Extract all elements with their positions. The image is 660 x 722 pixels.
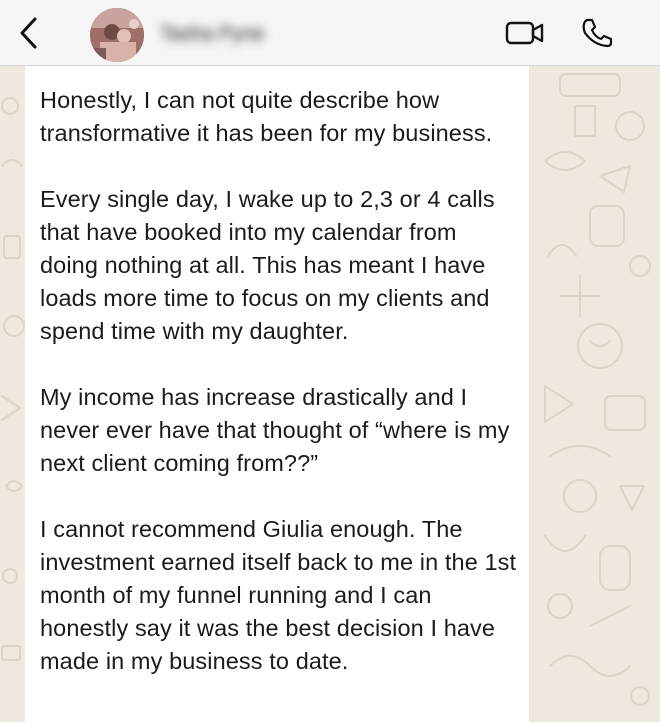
message-paragraph: My income has increase drastically and I never ever have that thought of “where is my next client coming from??” — [40, 384, 510, 476]
avatar[interactable] — [90, 8, 144, 62]
video-camera-icon — [505, 20, 545, 46]
avatar-photo — [90, 8, 144, 62]
contact-name[interactable]: Tasha Pyne — [160, 23, 265, 45]
chevron-left-icon — [17, 16, 39, 50]
voice-call-button[interactable] — [574, 12, 620, 54]
phone-icon — [581, 17, 613, 49]
video-call-button[interactable] — [500, 14, 550, 52]
back-button[interactable] — [8, 10, 48, 56]
message-paragraph: I cannot recommend Giulia enough. The investment earned itself back to me in the 1st month of my funnel running and I can honestly say it was the best decision I have made in my business to date. — [40, 516, 517, 674]
message-paragraph: Honestly, I can not quite describe how transformative it has been for my business. — [40, 87, 493, 146]
chat-header — [0, 0, 660, 66]
message-bubble[interactable] — [25, 66, 529, 722]
message-paragraph: Every single day, I wake up to 2,3 or 4 calls that have booked into my calendar from doing nothing at all. This has meant I have loads more time to focus on my clients and spend time with my daughter. — [40, 186, 495, 344]
